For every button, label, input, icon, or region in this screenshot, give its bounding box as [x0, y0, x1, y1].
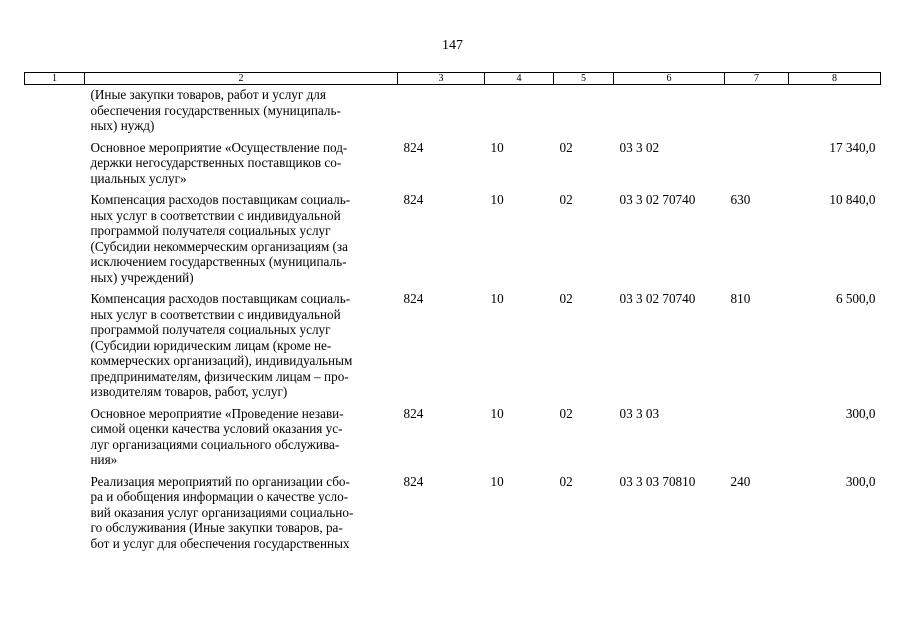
description-line: ных услуг в соответствии с индивидуальной — [90, 207, 341, 223]
cell-expense-type — [725, 138, 789, 191]
cell-expense-type — [725, 85, 789, 138]
cell-amount: 10 840,0 — [829, 192, 876, 207]
header-col-1: 1 — [25, 73, 85, 85]
cell-amount: 6 500,0 — [835, 291, 876, 306]
cell-target-article — [614, 85, 725, 138]
cell-target-article: 03 3 03 — [619, 405, 660, 421]
description-line: Компенсация расходов поставщикам социаль- — [90, 192, 351, 207]
table-row — [25, 289, 881, 404]
cell-subsection — [554, 85, 614, 138]
cell-ministry-code: 824 — [403, 192, 424, 207]
description-line: бот и услуг для обеспечения государственных — [90, 535, 350, 551]
description-line: обеспечения государственных (муниципаль- — [90, 102, 341, 118]
description-line: Основное мероприятие «Проведение незави- — [90, 405, 344, 421]
description-line: Реализация мероприятий по организации сбо- — [90, 473, 350, 489]
table-row — [25, 404, 881, 472]
description-line: го обслуживания (Иные закупки товаров, ра- — [90, 520, 343, 535]
description-line: луг организациями социального обслужива- — [90, 436, 340, 452]
header-col-7: 7 — [725, 73, 789, 85]
cell-amount — [789, 85, 881, 138]
cell-description — [85, 85, 398, 138]
description-line: ных услуг в соответствии с индивидуальной — [90, 306, 341, 322]
cell-target-article: 03 3 02 70740 — [619, 291, 696, 306]
table-row — [25, 85, 881, 138]
cell-description — [85, 404, 398, 472]
cell-amount: 300,0 — [845, 473, 876, 489]
cell-target-article: 03 3 02 70740 — [619, 192, 696, 207]
table-row — [25, 138, 881, 191]
description-line: Основное мероприятие «Осуществление под- — [90, 139, 348, 155]
header-col-4: 4 — [485, 73, 554, 85]
description-line: (Субсидии юридическим лицам (кроме не- — [90, 337, 332, 353]
cell-section: 10 — [490, 139, 504, 155]
cell-expense-type: 240 — [730, 473, 751, 489]
description-line: держки негосударственных поставщиков со- — [90, 155, 342, 170]
header-col-2: 2 — [85, 73, 398, 85]
description-line: ных) нужд) — [90, 118, 155, 133]
cell-ministry-code: 824 — [403, 405, 424, 421]
description-line: ния» — [90, 452, 118, 467]
cell-number — [25, 85, 85, 138]
cell-section: 10 — [490, 473, 504, 489]
cell-number — [25, 289, 85, 404]
description-line: симой оценки качества условий оказания ус- — [90, 421, 343, 436]
cell-target-article: 03 3 03 70810 — [619, 473, 696, 489]
description-line: ра и обобщения информации о качестве усло- — [90, 489, 349, 504]
header-col-8: 8 — [789, 73, 881, 85]
header-col-5: 5 — [554, 73, 614, 85]
cell-amount: 17 340,0 — [829, 139, 876, 155]
cell-subsection: 02 — [559, 473, 573, 489]
description-line: программой получателя социальных услуг — [90, 322, 331, 337]
description-line: (Иные закупки товаров, работ и услуг для — [90, 87, 326, 102]
cell-section: 10 — [490, 405, 504, 421]
cell-ministry-code: 824 — [403, 291, 424, 306]
cell-description — [85, 472, 398, 556]
cell-number — [25, 404, 85, 472]
cell-description — [85, 138, 398, 191]
cell-number — [25, 190, 85, 289]
cell-expense-type: 810 — [730, 291, 751, 306]
description-line: вий оказания услуг организациями социально- — [90, 504, 354, 520]
description-line: изводителям товаров, работ, услуг) — [90, 384, 288, 399]
cell-ministry-code — [398, 85, 485, 138]
table-row — [25, 472, 881, 556]
description-line: предпринимателям, физическим лицам – про- — [90, 368, 349, 384]
page-number: 147 — [442, 38, 463, 53]
description-line: программой получателя социальных услуг — [90, 223, 331, 238]
cell-number — [25, 472, 85, 556]
description-line: коммерческих организаций), индивидуальным — [90, 353, 353, 368]
header-col-3: 3 — [398, 73, 485, 85]
cell-amount: 300,0 — [845, 405, 876, 421]
cell-target-article: 03 3 02 — [619, 139, 660, 155]
cell-ministry-code: 824 — [403, 139, 424, 155]
cell-subsection: 02 — [559, 291, 573, 306]
table-row — [25, 190, 881, 289]
cell-expense-type — [725, 404, 789, 472]
cell-section: 10 — [490, 291, 504, 306]
description-line: исключением государственных (муниципаль- — [90, 254, 347, 269]
description-line: ных) учреждений) — [90, 269, 194, 285]
cell-subsection: 02 — [559, 139, 573, 155]
description-line: (Субсидии некоммерческим организациям (за — [90, 238, 348, 254]
cell-subsection: 02 — [559, 192, 573, 207]
description-line: циальных услуг» — [90, 170, 187, 186]
cell-subsection: 02 — [559, 405, 573, 421]
header-row — [25, 73, 881, 85]
description-line: Компенсация расходов поставщикам социаль- — [90, 291, 351, 306]
budget-table — [24, 72, 881, 555]
cell-number — [25, 138, 85, 191]
cell-description — [85, 190, 398, 289]
cell-section — [485, 85, 554, 138]
cell-expense-type: 630 — [730, 192, 751, 207]
cell-ministry-code: 824 — [403, 473, 424, 489]
header-col-6: 6 — [614, 73, 725, 85]
cell-section: 10 — [490, 192, 504, 207]
cell-description — [85, 289, 398, 404]
